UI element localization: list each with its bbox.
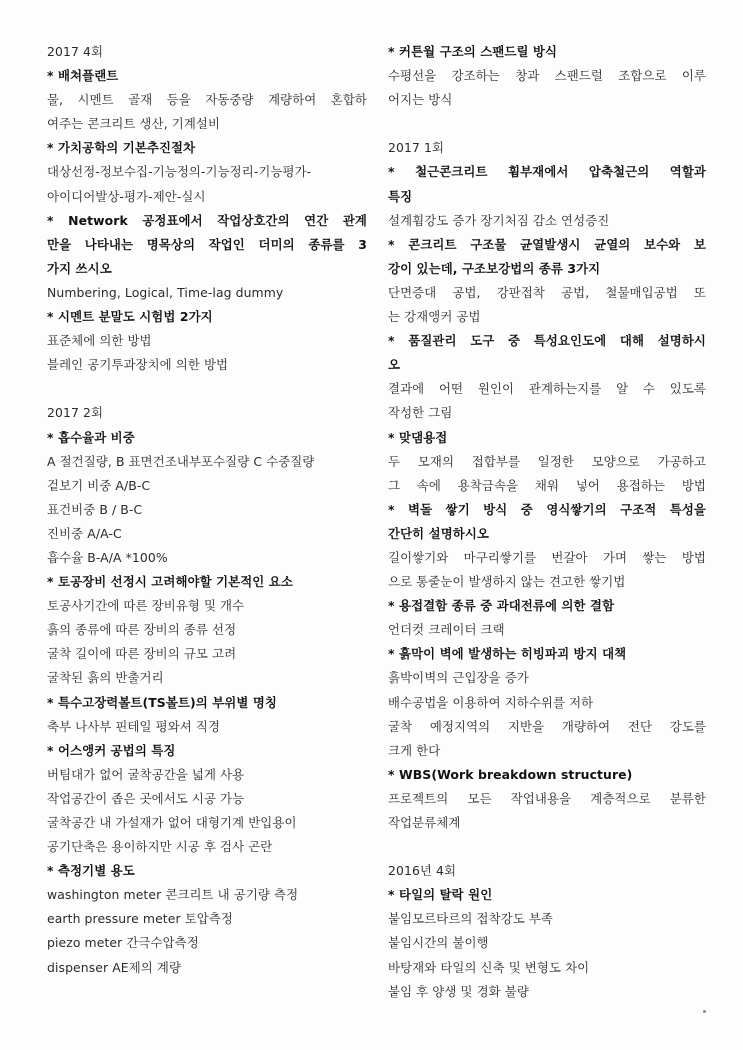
answer-text: A 절건질량, B 표면건조내부포수질량 C 수중질량 <box>47 453 315 469</box>
section-spacer <box>47 377 367 401</box>
question-title: * 맞댐용접 <box>388 429 448 445</box>
answer-text: Numbering, Logical, Time-lag dummy <box>47 284 284 300</box>
answer-text: 두 모재의 접합부를 일정한 모양으로 가공하고 <box>388 453 706 469</box>
session-heading: 2017 2회 <box>47 405 104 421</box>
answer-text: 작업분류체계 <box>388 815 461 830</box>
answer-text: earth pressure meter 토압측정 <box>47 911 234 927</box>
scan-speck <box>703 1010 706 1013</box>
question-title: * 벽돌 쌓기 방식 중 영식쌓기의 구조적 특성을 <box>388 501 706 517</box>
answer-text: 단면증대 공법, 강판접착 공법, 철물매입공법 또 <box>388 284 706 300</box>
answer-text: 바탕재와 타일의 신축 및 변형도 차이 <box>388 959 590 975</box>
answer-text: 설계휨강도 증가 장기처짐 감소 연성증진 <box>388 212 610 228</box>
answer-text: washington meter 콘크리트 내 공기량 측정 <box>47 887 299 903</box>
answer-text: 는 강재앵커 공법 <box>388 309 481 325</box>
answer-text: 배수공법을 이용하여 지하수위를 저하 <box>388 694 594 710</box>
question-title: * 흡수율과 비중 <box>47 429 135 445</box>
answer-text: 겉보기 비중 A/B-C <box>47 477 151 493</box>
question-title: 간단히 설명하시오 <box>388 525 489 541</box>
answer-text: 표준체에 의한 방법 <box>47 333 152 349</box>
answer-text: 크게 한다 <box>388 742 441 758</box>
answer-text: 작업공간이 좁은 곳에서도 시공 가능 <box>47 790 245 806</box>
question-title: 강이 있는데, 구조보강법의 종류 3가지 <box>388 260 601 276</box>
answer-text: 진비중 A/A-C <box>47 525 122 541</box>
answer-text: 그 속에 용착금속을 채워 넣어 용접하는 방법 <box>388 477 706 493</box>
answer-text: 흙의 종류에 따른 장비의 종류 선정 <box>47 622 237 638</box>
question-title: * 토공장비 선정시 고려해야할 기본적인 요소 <box>47 574 293 590</box>
answer-text: 붙임시간의 불이행 <box>388 935 489 951</box>
question-title: * 품질관리 도구 중 특성요인도에 대해 설명하시 <box>388 333 706 349</box>
right-column <box>388 40 706 1004</box>
answer-text: 결과에 어떤 원인이 관계하는지를 알 수 있도록 <box>388 381 706 397</box>
answer-text: 표건비중 B / B-C <box>47 501 143 517</box>
answer-text: 흡수율 B-A/A *100% <box>47 549 168 565</box>
question-title: * 특수고장력볼트(TS볼트)의 부위별 명칭 <box>47 694 277 710</box>
question-title: * WBS(Work breakdown structure) <box>388 766 633 782</box>
question-title: * 어스앵커 공법의 특징 <box>47 742 176 758</box>
answer-text: piezo meter 간극수압측정 <box>47 935 199 951</box>
question-title: 오 <box>388 357 401 373</box>
answer-text: 굴착공간 내 가설재가 없어 대형기계 반입용이 <box>47 815 297 830</box>
answer-text: 언더컷 크레이터 크랙 <box>388 622 505 638</box>
left-column <box>47 40 367 980</box>
session-heading: 2017 4회 <box>47 44 104 59</box>
answer-text: 토공사기간에 따른 장비유형 및 개수 <box>47 598 245 614</box>
answer-text: 프로젝트의 모든 작업내용을 계층적으로 분류한 <box>388 790 706 806</box>
answer-text: 붙임모르타르의 접착강도 부족 <box>388 911 553 927</box>
answer-text: dispenser AE제의 계량 <box>47 959 182 975</box>
section-spacer <box>388 112 706 136</box>
answer-text: 아이디어발상-평가-제안-실시 <box>47 188 206 204</box>
answer-text: 으로 통줄눈이 발생하지 않는 견고한 쌓기법 <box>388 574 626 590</box>
question-title: * 타일의 탈락 원인 <box>388 887 493 903</box>
section-spacer <box>388 835 706 859</box>
answer-text: 공기단축은 용이하지만 시공 후 검사 곤란 <box>47 839 273 855</box>
answer-text: 어지는 방식 <box>388 92 453 108</box>
question-title: * 가치공학의 기본추진절차 <box>47 140 196 156</box>
question-title: * 흙막이 벽에 발생하는 히빙파괴 방지 대책 <box>388 646 627 662</box>
answer-text: 버팀대가 없어 굴착공간을 넓게 사용 <box>47 766 245 782</box>
question-title: * 커튼월 구조의 스팬드릴 방식 <box>388 44 558 59</box>
question-title: * 콘크리트 구조물 균열발생시 균열의 보수와 보 <box>388 236 706 252</box>
question-title: 특징 <box>388 188 413 204</box>
answer-text: 흙박이벽의 근입장을 증가 <box>388 670 529 686</box>
answer-text: 작성한 그림 <box>388 405 453 421</box>
answer-text: 물, 시멘트 골재 등을 자동중량 계량하여 혼합하 <box>47 92 367 108</box>
question-title: * 시멘트 분말도 시험법 2가지 <box>47 309 213 325</box>
question-title: * 철근콘크리트 휨부재에서 압축철근의 역할과 <box>388 164 706 180</box>
answer-text: 굴착 길이에 따른 장비의 규모 고려 <box>47 646 237 662</box>
answer-text: 블레인 공기투과장치에 의한 방법 <box>47 357 229 373</box>
answer-text: 수평선을 강조하는 창과 스팬드럴 조합으로 이루 <box>388 68 706 84</box>
answer-text: 여주는 콘크리트 생산, 기계설비 <box>47 116 221 132</box>
question-title: 가지 쓰시오 <box>47 260 112 276</box>
answer-text: 축부 나사부 핀테일 평와셔 직경 <box>47 718 221 734</box>
answer-text: 길이쌓기와 마구리쌓기를 번갈아 가며 쌓는 방법 <box>388 549 706 565</box>
answer-text: 붙임 후 양생 및 경화 불량 <box>388 983 529 999</box>
question-title: * 용접결함 종류 중 과대전류에 의한 결함 <box>388 598 615 614</box>
question-title: * 측정기별 용도 <box>47 863 135 879</box>
session-heading: 2016년 4회 <box>388 863 457 879</box>
session-heading: 2017 1회 <box>388 140 445 156</box>
answer-text: 굴착 예정지역의 지반을 개량하여 전단 강도를 <box>388 718 706 734</box>
question-title: * Network 공정표에서 작업상호간의 연간 관계 <box>47 212 367 228</box>
answer-text: 굴착된 흙의 반출거리 <box>47 670 164 686</box>
question-title: * 배쳐플랜트 <box>47 68 119 84</box>
answer-text: 대상선정-정보수집-기능정의-기능정리-기능평가- <box>47 164 312 180</box>
question-title: 만을 나타내는 명목상의 작업인 더미의 종류를 3 <box>47 236 367 252</box>
